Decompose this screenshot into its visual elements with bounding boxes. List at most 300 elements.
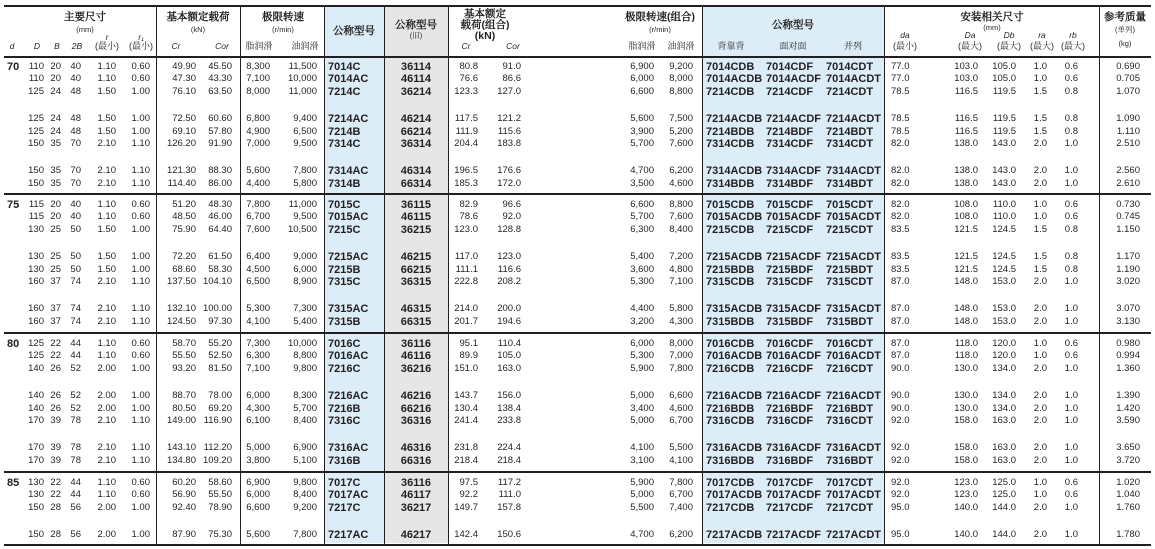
cell-cr: 51.20 [172, 199, 196, 210]
cell-cor-combo: 224.4 [497, 442, 521, 453]
cell-cor: 64.40 [208, 224, 232, 235]
cell-model-db: 7316CDB [706, 415, 755, 427]
cell-speed-grease: 7,600 [246, 224, 270, 235]
cell-B: 37 [50, 316, 61, 327]
cell-rb: 0.8 [1064, 126, 1078, 137]
cell-ra: 1.0 [1033, 199, 1047, 210]
cell-speed-grease-combo: 4,700 [630, 529, 654, 540]
cell-model-old: 36315 [400, 276, 432, 288]
cell-model: 7217AC [328, 529, 369, 541]
cell-speed-oil-combo: 6,700 [669, 415, 693, 426]
cell-cor: 61.50 [208, 251, 232, 262]
cell-cor: 104.10 [202, 276, 232, 287]
cell-cr-combo: 111.9 [455, 126, 478, 137]
cell-Db: 124.5 [992, 251, 1016, 262]
cell-ra: 1.0 [1033, 489, 1047, 500]
cell-Da: 140.0 [954, 502, 978, 513]
cell-D: 150 [28, 502, 44, 513]
cell-cr-combo: 76.6 [459, 73, 478, 84]
cell-speed-grease: 7,100 [246, 363, 270, 374]
cell-Db: 163.0 [992, 415, 1016, 426]
cell-cr: 58.70 [172, 338, 196, 349]
cell-speed-oil: 9,000 [293, 251, 317, 262]
cell-model-old: 66214 [400, 126, 432, 138]
cell-ra: 2.0 [1033, 390, 1047, 401]
cell-cor: 116.90 [203, 415, 232, 426]
cell-D: 170 [28, 415, 44, 426]
cell-r1-min: 0.60 [131, 61, 150, 72]
cell-cor: 75.30 [208, 529, 232, 540]
cell-cor: 78.90 [208, 502, 232, 513]
cell-B: 35 [50, 138, 61, 149]
cell-speed-oil-combo: 7,000 [669, 350, 693, 361]
cell-r1-min: 0.60 [131, 489, 150, 500]
cell-ra: 1.5 [1033, 86, 1047, 97]
cell-model-df: 7316BDF [766, 455, 814, 467]
cell-r-min: 1.50 [97, 126, 116, 137]
cell-r-min: 2.10 [97, 455, 116, 466]
cell-rb: 1.0 [1064, 276, 1078, 287]
cell-2B: 44 [70, 489, 81, 500]
cell-cr: 56.90 [172, 489, 196, 500]
cell-model-db: 7214CDB [706, 86, 755, 98]
cell-2B: 70 [70, 178, 81, 189]
cell-mass: 0.745 [1116, 211, 1140, 222]
cell-speed-grease-combo: 6,300 [630, 224, 654, 235]
cell-cor: 46.00 [208, 211, 232, 222]
horizontal-rule [4, 5, 1151, 7]
cell-mass: 2.560 [1116, 165, 1140, 176]
cell-cor: 88.30 [208, 165, 232, 176]
cell-Db: 144.0 [992, 502, 1016, 513]
cell-D: 130 [28, 224, 44, 235]
cell-r-min: 2.10 [97, 303, 116, 314]
cell-cor: 91.90 [208, 138, 232, 149]
cell-speed-oil-combo: 6,200 [669, 165, 693, 176]
cell-speed-oil-combo: 4,800 [669, 264, 693, 275]
cell-model-old: 46114 [401, 73, 431, 85]
sub-Da-max: (最大) [958, 41, 982, 51]
cell-cr-combo: 222.8 [454, 276, 478, 287]
cell-speed-oil-combo: 7,600 [669, 211, 693, 222]
cell-model: 7315C [328, 276, 361, 288]
cell-2B: 40 [70, 61, 81, 72]
cell-model-df: 7315CDF [766, 276, 814, 288]
cell-B: 24 [50, 86, 61, 97]
cell-Da: 121.5 [954, 264, 978, 275]
cell-ra: 1.0 [1033, 338, 1047, 349]
cell-model-old: 46215 [400, 251, 432, 263]
cell-Da: 118.0 [954, 350, 978, 361]
cell-model-db: 7215BDB [706, 264, 755, 276]
cell-cr: 48.50 [172, 211, 196, 222]
cell-speed-oil: 9,200 [293, 502, 317, 513]
cell-speed-oil-combo: 4,100 [669, 455, 693, 466]
cell-Db: 153.0 [992, 303, 1016, 314]
cell-r1-min: 0.60 [131, 338, 150, 349]
cell-speed-oil: 8,300 [293, 390, 317, 401]
cell-model: 7316B [328, 455, 361, 467]
cell-ra: 2.0 [1033, 455, 1047, 466]
cell-model: 7014AC [328, 73, 369, 85]
cell-mass: 2.510 [1116, 138, 1140, 149]
cell-speed-oil: 9,500 [293, 211, 317, 222]
cell-model-db: 7216CDB [706, 363, 755, 375]
cell-r1-min: 1.00 [131, 264, 150, 275]
cell-model-db: 7015ACDB [706, 211, 763, 223]
sub-oil2: 油润滑 [667, 41, 695, 51]
cell-ra: 2.0 [1033, 442, 1047, 453]
cell-Db: 125.0 [992, 489, 1016, 500]
cell-speed-oil: 9,400 [293, 113, 317, 124]
cell-speed-oil-combo: 8,800 [669, 86, 693, 97]
cell-cor: 69.20 [208, 403, 232, 414]
cell-r1-min: 1.00 [131, 363, 150, 374]
vertical-rule [702, 6, 703, 544]
cell-2B: 74 [70, 316, 81, 327]
cell-rb: 0.6 [1064, 350, 1078, 361]
cell-r1-min: 1.00 [131, 126, 150, 137]
cell-D: 140 [28, 390, 44, 401]
cell-speed-grease: 6,500 [246, 276, 270, 287]
cell-cr-combo: 241.4 [454, 415, 478, 426]
cell-B: 39 [50, 455, 61, 466]
cell-ra: 1.5 [1033, 251, 1047, 262]
cell-speed-grease-combo: 6,900 [630, 61, 654, 72]
header-ref-mass: 参考质量 [1104, 11, 1146, 23]
cell-speed-oil: 11,000 [288, 86, 317, 97]
cell-mass: 1.020 [1116, 477, 1140, 488]
cell-model-df: 7016ACDF [766, 350, 822, 362]
cell-speed-grease: 6,700 [246, 211, 270, 222]
cell-speed-oil-combo: 6,600 [669, 390, 693, 401]
cell-model-old: 66314 [400, 178, 432, 190]
cell-cor-combo: 176.6 [497, 165, 521, 176]
cell-speed-grease: 5,600 [246, 529, 270, 540]
header-load-combo-1: 基本额定 [464, 8, 506, 20]
cell-speed-grease: 4,500 [246, 264, 270, 275]
cell-r1-min: 1.10 [131, 178, 150, 189]
cell-r1-min: 1.10 [131, 442, 150, 453]
cell-mass: 1.390 [1116, 390, 1140, 401]
cell-2B: 40 [70, 211, 81, 222]
cell-2B: 74 [70, 303, 81, 314]
cell-mass: 3.650 [1116, 442, 1140, 453]
cell-model-dt: 7316BDT [826, 455, 874, 467]
cell-cr: 124.50 [166, 316, 196, 327]
cell-model: 7215C [328, 224, 361, 236]
header-speed-limit-unit: (r/min) [272, 25, 294, 34]
cell-speed-oil: 10,000 [287, 338, 317, 349]
cell-speed-oil-combo: 7,400 [669, 502, 693, 513]
cell-cor-combo: 115.6 [497, 126, 521, 137]
cell-rb: 0.6 [1064, 489, 1078, 500]
cell-speed-oil: 9,800 [293, 477, 317, 488]
cell-D: 125 [28, 86, 44, 97]
cell-r1-min: 1.10 [131, 415, 150, 426]
cell-da: 92.0 [891, 489, 910, 500]
cell-Db: 134.0 [992, 403, 1016, 414]
cell-cr: 132.10 [166, 303, 196, 314]
cell-r1-min: 1.00 [131, 113, 150, 124]
cell-D: 150 [28, 138, 44, 149]
cell-da: 82.0 [891, 138, 910, 149]
cell-model: 7017AC [328, 489, 369, 501]
cell-r1-min: 1.00 [131, 251, 150, 262]
cell-B: 20 [50, 61, 61, 72]
cell-speed-oil-combo: 4,300 [669, 316, 693, 327]
cell-cor-combo: 157.8 [497, 502, 521, 513]
cell-B: 25 [50, 224, 61, 235]
cell-speed-grease: 5,600 [246, 165, 270, 176]
cell-cor-combo: 110.4 [497, 338, 521, 349]
cell-ra: 1.5 [1033, 264, 1047, 275]
cell-rb: 1.0 [1064, 442, 1078, 453]
cell-model-old: 46316 [400, 442, 432, 454]
cell-model-df: 7216BDF [766, 403, 814, 415]
cell-speed-grease: 6,000 [246, 390, 270, 401]
cell-B: 20 [50, 211, 61, 222]
cell-cor: 57.80 [208, 126, 232, 137]
cell-da: 95.0 [891, 502, 910, 513]
cell-model-db: 7314BDB [706, 178, 755, 190]
sub-Cor2: Cor [506, 41, 520, 51]
cell-model-df: 7214BDF [766, 126, 814, 138]
cell-model-old: 36215 [400, 224, 432, 236]
cell-speed-oil-combo: 7,200 [669, 251, 693, 262]
cell-model: 7214AC [328, 113, 369, 125]
cell-rb: 0.8 [1064, 86, 1078, 97]
cell-r1-min: 1.00 [131, 390, 150, 401]
cell-cr-combo: 142.4 [454, 529, 478, 540]
cell-speed-grease: 6,800 [246, 113, 270, 124]
cell-da: 78.5 [891, 126, 910, 137]
cell-rb: 0.6 [1064, 211, 1078, 222]
sub-da-min: (最小) [893, 41, 917, 51]
cell-speed-grease: 4,300 [246, 403, 270, 414]
cell-D: 110 [28, 61, 44, 72]
cell-Da: 140.0 [954, 529, 978, 540]
cell-r-min: 1.10 [97, 211, 116, 222]
cell-Db: 110.0 [992, 199, 1016, 210]
cell-model: 7216C [328, 363, 361, 375]
cell-da: 87.0 [891, 303, 910, 314]
cell-speed-oil-combo: 4,600 [669, 178, 693, 189]
cell-model-df: 7314BDF [766, 178, 814, 190]
cell-speed-oil: 5,100 [293, 455, 317, 466]
cell-model-dt: 7214CDT [826, 86, 874, 98]
cell-speed-oil-combo: 7,500 [669, 113, 693, 124]
cell-Db: 153.0 [992, 276, 1016, 287]
cell-model-db: 7315CDB [706, 276, 755, 288]
header-load-combo-2: 载荷(组合) [460, 19, 510, 31]
cell-model-old: 46314 [400, 165, 432, 177]
cell-speed-grease-combo: 5,000 [630, 489, 654, 500]
cell-D: 150 [28, 178, 44, 189]
header-ref-mass-kg: (kg) [1118, 39, 1132, 48]
cell-cr-combo: 92.2 [459, 489, 478, 500]
cell-cr: 55.50 [172, 350, 196, 361]
cell-r-min: 1.10 [97, 338, 116, 349]
header-model: 公称型号 [333, 25, 375, 37]
cell-Db: 124.5 [992, 224, 1016, 235]
cell-speed-grease-combo: 3,400 [630, 403, 654, 414]
cell-model-old: 46115 [401, 211, 431, 223]
cell-ra: 2.0 [1033, 303, 1047, 314]
cell-cr-combo: 151.0 [454, 363, 478, 374]
cell-D: 170 [28, 455, 44, 466]
cell-2B: 50 [70, 264, 81, 275]
cell-cor-combo: 218.4 [497, 455, 521, 466]
cell-Db: 119.5 [992, 86, 1016, 97]
cell-model: 7214C [328, 86, 361, 98]
cell-D: 150 [28, 165, 44, 176]
cell-speed-oil: 5,700 [293, 403, 317, 414]
cell-Da: 121.5 [954, 224, 978, 235]
cell-cor: 43.30 [208, 73, 232, 84]
cell-B: 24 [50, 113, 61, 124]
bore-diameter: 70 [7, 61, 20, 73]
cell-model-dt: 7016CDT [826, 338, 874, 350]
cell-cr-combo: 117.5 [454, 113, 478, 124]
cell-Db: 143.0 [992, 138, 1016, 149]
cell-2B: 48 [70, 86, 81, 97]
cell-Da: 130.0 [954, 363, 978, 374]
cell-cr-combo: 185.3 [454, 178, 478, 189]
cell-model-df: 7017CDF [766, 477, 814, 489]
cell-cor: 78.00 [208, 390, 232, 401]
cell-r-min: 1.10 [97, 199, 116, 210]
cell-model-df: 7315ACDF [766, 303, 822, 315]
cell-model-old: 36217 [400, 502, 432, 514]
cell-cr: 93.20 [172, 363, 196, 374]
cell-r-min: 1.50 [97, 251, 116, 262]
cell-Da: 158.0 [954, 415, 978, 426]
cell-model-dt: 7215BDT [826, 264, 874, 276]
cell-cor: 63.50 [208, 86, 232, 97]
cell-2B: 70 [70, 138, 81, 149]
cell-model-old: 36114 [401, 61, 431, 73]
sub-Db-max: (最大) [997, 41, 1021, 51]
cell-r-min: 1.10 [97, 73, 116, 84]
cell-mass: 0.994 [1116, 350, 1140, 361]
cell-model-df: 7215BDF [766, 264, 814, 276]
cell-B: 22 [50, 350, 61, 361]
cell-B: 28 [50, 502, 61, 513]
cell-model-dt: 7315BDT [826, 316, 874, 328]
cell-ra: 2.0 [1033, 178, 1047, 189]
cell-r-min: 2.00 [97, 390, 116, 401]
cell-Da: 103.0 [954, 61, 978, 72]
cell-ra: 2.0 [1033, 165, 1047, 176]
cell-da: 92.0 [891, 477, 910, 488]
header-speed-combo-unit: (r/min) [649, 25, 671, 34]
cell-speed-grease: 7,000 [246, 138, 270, 149]
cell-Da: 116.5 [954, 113, 978, 124]
cell-model: 7015AC [328, 211, 369, 223]
cell-mass: 3.020 [1116, 276, 1140, 287]
cell-cr-combo: 78.6 [459, 211, 478, 222]
cell-model: 7216AC [328, 390, 369, 402]
cell-mass: 1.070 [1116, 86, 1140, 97]
cell-2B: 44 [70, 350, 81, 361]
cell-speed-grease-combo: 6,000 [630, 73, 654, 84]
cell-Da: 138.0 [954, 178, 978, 189]
cell-model-df: 7214CDF [766, 86, 814, 98]
cell-model: 7017C [328, 477, 361, 489]
cell-model-dt: 7316ACDT [826, 442, 882, 454]
cell-speed-grease-combo: 6,600 [630, 199, 654, 210]
cell-r-min: 2.00 [97, 363, 116, 374]
cell-ra: 1.5 [1033, 224, 1047, 235]
cell-Da: 121.5 [954, 251, 978, 262]
sub-da: da [900, 30, 910, 40]
cell-model-dt: 7017CDT [826, 477, 874, 489]
cell-rb: 1.0 [1064, 390, 1078, 401]
cell-2B: 50 [70, 224, 81, 235]
cell-mass: 2.610 [1116, 178, 1140, 189]
cell-Db: 134.0 [992, 390, 1016, 401]
cell-Da: 123.0 [954, 477, 978, 488]
cell-model-dt: 7016ACDT [826, 350, 882, 362]
cell-ra: 2.0 [1033, 502, 1047, 513]
cell-da: 78.5 [891, 113, 910, 124]
cell-cr: 114.40 [167, 178, 196, 189]
cell-cr: 134.80 [166, 455, 196, 466]
sub-grease: 脂润滑 [245, 41, 273, 51]
cell-r-min: 2.10 [97, 442, 116, 453]
cell-speed-grease-combo: 6,600 [630, 86, 654, 97]
cell-cr: 92.40 [172, 502, 196, 513]
cell-speed-grease-combo: 3,100 [630, 455, 654, 466]
cell-ra: 2.0 [1033, 316, 1047, 327]
cell-model: 7316AC [328, 442, 369, 454]
cell-cor: 109.20 [202, 455, 232, 466]
cell-cr-combo: 130.4 [454, 403, 478, 414]
cell-model-db: 7216BDB [706, 403, 755, 415]
cell-cr: 80.50 [172, 403, 196, 414]
cell-B: 39 [50, 442, 61, 453]
cell-cr: 88.70 [172, 390, 196, 401]
cell-model-dt: 7014ACDT [826, 73, 882, 85]
cell-speed-grease-combo: 5,300 [630, 276, 654, 287]
cell-r-min: 1.50 [97, 113, 116, 124]
cell-model: 7314AC [328, 165, 369, 177]
cell-model: 7215AC [328, 251, 369, 263]
cell-2B: 44 [70, 338, 81, 349]
cell-speed-grease: 6,100 [246, 415, 270, 426]
cell-cor-combo: 150.6 [497, 529, 521, 540]
bore-diameter: 85 [7, 477, 20, 489]
cell-cr: 60.20 [172, 477, 196, 488]
cell-speed-grease: 6,900 [246, 477, 270, 488]
header-ref-mass-unit: (单列) [1115, 25, 1135, 34]
cell-speed-oil: 6,900 [293, 442, 317, 453]
cell-r1-min: 1.00 [131, 529, 150, 540]
cell-model-dt: 7316CDT [826, 415, 874, 427]
cell-Db: 125.0 [992, 477, 1016, 488]
cell-model-df: 7017ACDF [766, 489, 822, 501]
sub-grease2: 脂润滑 [628, 41, 656, 51]
cell-Da: 108.0 [954, 211, 978, 222]
cell-D: 170 [28, 442, 44, 453]
cell-cr-combo: 123.3 [454, 86, 478, 97]
cell-B: 35 [50, 165, 61, 176]
sub-Da: Da [964, 30, 976, 40]
cell-speed-grease-combo: 3,600 [630, 264, 654, 275]
cell-cor-combo: 86.6 [502, 73, 521, 84]
cell-cr-combo: 218.4 [454, 455, 478, 466]
